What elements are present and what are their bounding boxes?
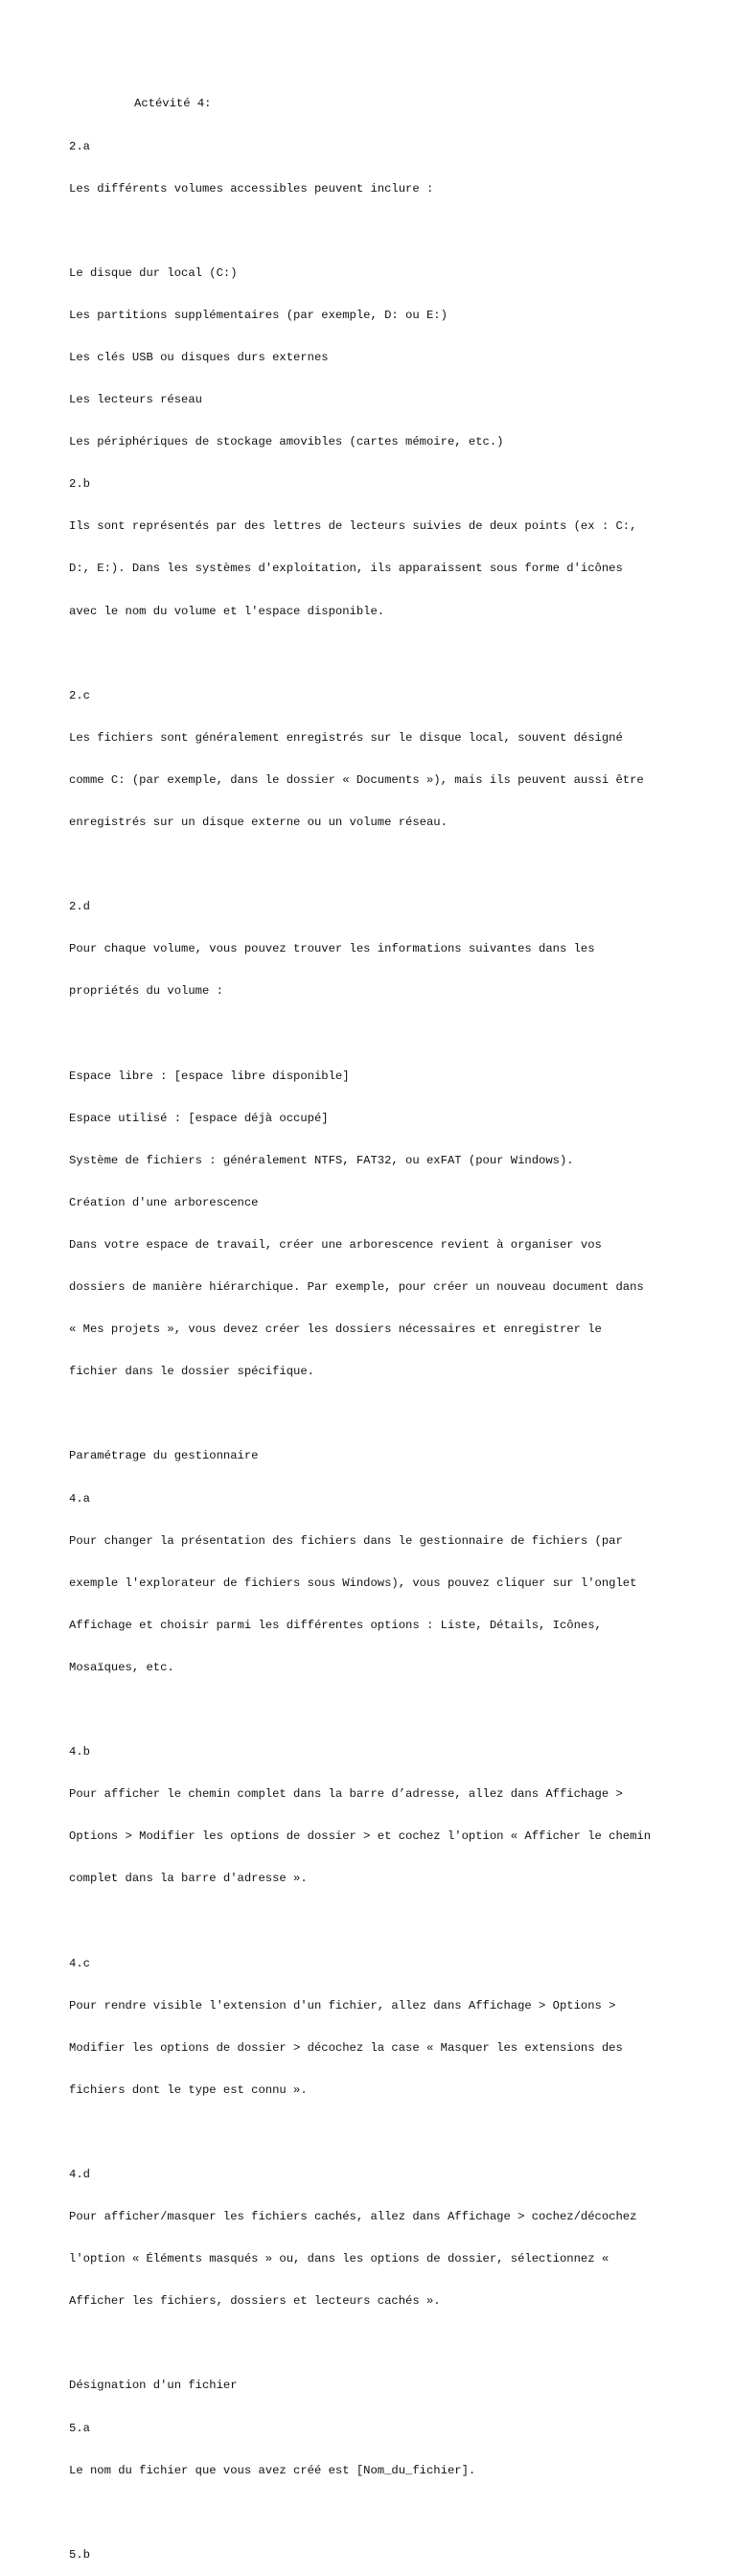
- section-heading: Désignation d'un fichier: [69, 2379, 238, 2393]
- paragraph-line: enregistrés sur un disque externe ou un volume réseau.: [69, 816, 448, 829]
- blank-line: [69, 1026, 702, 1041]
- section-label-4a: 4.a: [69, 1491, 90, 1506]
- section-label-4b: 4.b: [69, 1745, 90, 1760]
- list-item: Espace utilisé : [espace déjà occupé]: [69, 1111, 329, 1125]
- paragraph-line: Le nom du fichier que vous avez créé est [Nom_du_fichier].: [69, 2463, 476, 2477]
- blank-line: [69, 2336, 702, 2351]
- paragraph-line: Dans votre espace de travail, créer une arborescence revient à organiser vos: [69, 1237, 602, 1252]
- paragraph-line: Modifier les options de dossier > décochez la case « Masquer les extensions des: [69, 2040, 623, 2055]
- blank-line: [69, 858, 702, 872]
- paragraph-line: Pour rendre visible l'extension d'un fichier, allez dans Affichage > Options >: [69, 1998, 616, 2012]
- paragraph-line: Affichage et choisir parmi les différentes options : Liste, Détails, Icônes,: [69, 1618, 602, 1632]
- paragraph-line: Les différents volumes accessibles peuvent inclure :: [69, 181, 434, 196]
- list-item: Les clés USB ou disques durs externes: [69, 350, 329, 364]
- paragraph-line: fichier dans le dossier spécifique.: [69, 1365, 314, 1379]
- paragraph-line: Ils sont représentés par des lettres de lecteurs suivies de deux points (ex : C:,: [69, 519, 637, 534]
- section-label-2b: 2.b: [69, 477, 90, 492]
- section-label-4c: 4.c: [69, 1956, 90, 1970]
- paragraph-line: Pour chaque volume, vous pouvez trouver les informations suivantes dans les: [69, 942, 595, 956]
- blank-line: [69, 1914, 702, 1928]
- list-item: Les partitions supplémentaires (par exemple, D: ou E:): [69, 308, 448, 322]
- blank-line: [69, 647, 702, 661]
- paragraph-line: Pour afficher/masquer les fichiers cachés, allez dans Affichage > cochez/décochez: [69, 2210, 637, 2224]
- section-label-2d: 2.d: [69, 900, 90, 914]
- section-label-5b: 5.b: [69, 2547, 90, 2562]
- section-label-2a: 2.a: [69, 139, 90, 153]
- section-label-2c: 2.c: [69, 688, 90, 702]
- blank-line: [69, 2506, 702, 2520]
- blank-line: [69, 1703, 702, 1717]
- section-heading: Paramétrage du gestionnaire: [69, 1449, 259, 1463]
- list-item: Système de fichiers : généralement NTFS, FAT32, ou exFAT (pour Windows).: [69, 1153, 574, 1167]
- paragraph-line: Afficher les fichiers, dossiers et lecteurs cachés ».: [69, 2294, 441, 2309]
- paragraph-line: complet dans la barre d'adresse ».: [69, 1872, 308, 1886]
- section-heading: Création d'une arborescence: [69, 1195, 259, 1209]
- document-page: [69, 69, 702, 2576]
- paragraph-line: Pour afficher le chemin complet dans la barre d’adresse, allez dans Affichage >: [69, 1787, 623, 1802]
- list-item: Espace libre : [espace libre disponible]: [69, 1069, 350, 1083]
- blank-line: [69, 224, 702, 239]
- paragraph-line: Pour changer la présentation des fichiers dans le gestionnaire de fichiers (par: [69, 1533, 623, 1548]
- section-label-5a: 5.a: [69, 2421, 90, 2435]
- paragraph-line: avec le nom du volume et l'espace disponible.: [69, 604, 385, 618]
- paragraph-line: Mosaïques, etc.: [69, 1660, 174, 1674]
- paragraph-line: Les fichiers sont généralement enregistrés sur le disque local, souvent désigné: [69, 730, 623, 745]
- paragraph-line: « Mes projets », vous devez créer les dossiers nécessaires et enregistrer le: [69, 1322, 602, 1337]
- paragraph-line: fichiers dont le type est connu ».: [69, 2082, 308, 2097]
- paragraph-line: Options > Modifier les options de dossier > et cochez l'option « Afficher le chemin: [69, 1829, 652, 1844]
- paragraph-line: D:, E:). Dans les systèmes d'exploitation, ils apparaissent sous forme d'icônes: [69, 562, 623, 576]
- blank-line: [69, 2126, 702, 2140]
- paragraph-line: exemple l'explorateur de fichiers sous Windows), vous pouvez cliquer sur l'onglet: [69, 1576, 637, 1590]
- document-title: Actévité 4:: [134, 97, 212, 111]
- paragraph-line: comme C: (par exemple, dans le dossier « Documents »), mais ils peuvent aussi être: [69, 772, 644, 787]
- list-item: Le disque dur local (C:): [69, 265, 238, 280]
- paragraph-line: dossiers de manière hiérarchique. Par exemple, pour créer un nouveau document dans: [69, 1280, 644, 1295]
- paragraph-line: l'option « Éléments masqués » ou, dans les options de dossier, sélectionnez «: [69, 2252, 610, 2266]
- paragraph-line: propriétés du volume :: [69, 984, 223, 999]
- blank-line: [69, 1407, 702, 1421]
- list-item: Les lecteurs réseau: [69, 393, 202, 407]
- list-item: Les périphériques de stockage amovibles (cartes mémoire, etc.): [69, 435, 504, 449]
- section-label-4d: 4.d: [69, 2168, 90, 2181]
